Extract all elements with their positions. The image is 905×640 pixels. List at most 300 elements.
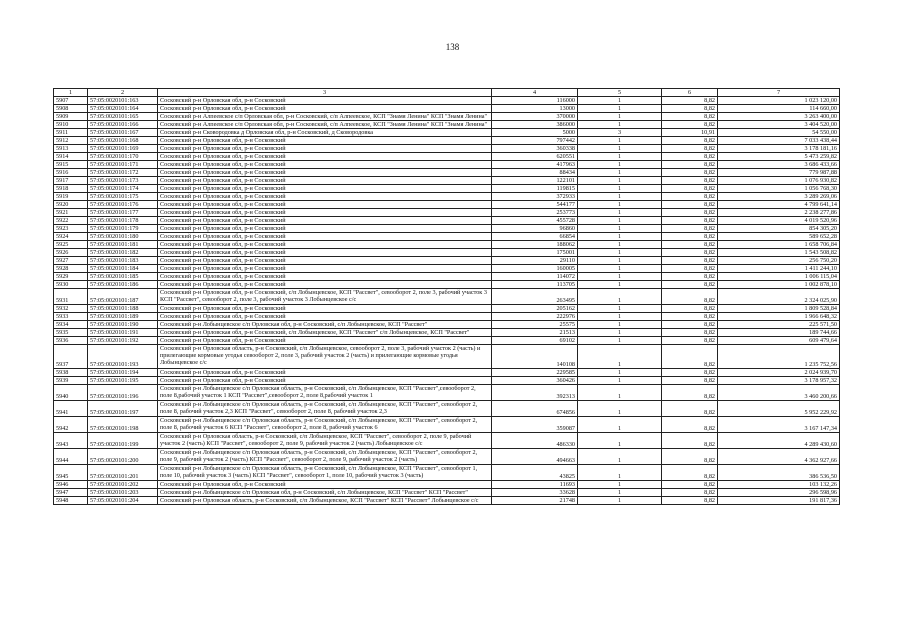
cadastral-number-cell: 57:05:0020101:169: [88, 145, 158, 153]
table-row: [54, 321, 840, 329]
area-cell: 11693: [492, 481, 578, 489]
value-cell: 225 571,50: [718, 321, 840, 329]
address-cell: Сосковский р-н Орловская обл, р-н Сосковский: [158, 257, 492, 265]
address-cell: Сосковский р-н Алпеевское с/п Орловская обл, р-н Сосковский, с/п Алпеевское, КСП "Знамя Ленина" КСП "Знамя Ленина": [158, 113, 492, 121]
value-cell: 1 006 115,04: [718, 273, 840, 281]
area-cell: 620551: [492, 153, 578, 161]
cadastral-number-cell: 57:05:0020101:202: [88, 481, 158, 489]
category-cell: 1: [578, 153, 662, 161]
area-cell: 229585: [492, 369, 578, 377]
area-cell: 674856: [492, 401, 578, 417]
area-cell: 69102: [492, 337, 578, 345]
rate-cell: 8,82: [662, 489, 718, 497]
rate-cell: 8,82: [662, 257, 718, 265]
cadastral-number-cell: 57:05:0020101:163: [88, 97, 158, 105]
table-row: [54, 329, 840, 337]
address-cell: Сосковский р-н Орловская область, р-н Сосковский, с/п Лобынцевское, КСП "Рассвет", севооборот 2, поле 9, рабочий участок 2 (часть) КСП "Рассвет", севооборот 2, поле 9, рабочий участок 2 (часть) Лобынцевское с/с: [158, 433, 492, 449]
cadastral-number-cell: 57:05:0020101:190: [88, 321, 158, 329]
row-number-cell: 5914: [54, 153, 88, 161]
value-cell: 2 024 939,70: [718, 369, 840, 377]
address-cell: Сосковский р-н Алпеевское с/п Орловская обл, р-н Сосковский, с/п Алпеевское, КСП "Знамя Ленина" КСП "Знамя Ленина": [158, 121, 492, 129]
cadastral-number-cell: 57:05:0020101:192: [88, 337, 158, 345]
rate-cell: 8,82: [662, 169, 718, 177]
row-number-cell: 5921: [54, 209, 88, 217]
category-cell: 1: [578, 233, 662, 241]
address-cell: Сосковский р-н Лобынцевское с/п Орловская область, р-н Сосковский, с/п Лобынцевское, КСП "Рассвет", севооборот 1, поле 10, рабочий участок 3 (часть) КСП "Рассвет", севооборот 1, поле 10, рабочий участок 3 (часть): [158, 465, 492, 481]
category-cell: 1: [578, 273, 662, 281]
table-row: [54, 225, 840, 233]
address-cell: Сосковский р-н Орловская обл, р-н Сосковский: [158, 201, 492, 209]
address-cell: Сосковский р-н Орловская обл, р-н Сосковский, с/п Лобынцевское, КСП "Рассвет", севооборот 2, поле 3, рабочий участок 3 КСП "Рассвет", севооборот 2, поле 3, рабочий участок 3 Лобынцевское с/с: [158, 289, 492, 305]
value-cell: 256 750,20: [718, 257, 840, 265]
row-number-cell: 5938: [54, 369, 88, 377]
category-cell: 1: [578, 185, 662, 193]
value-cell: 3 404 520,00: [718, 121, 840, 129]
area-cell: 392313: [492, 385, 578, 401]
category-cell: 3: [578, 129, 662, 137]
address-cell: Сосковский р-н Орловская обл, р-н Сосковский: [158, 337, 492, 345]
row-number-cell: 5935: [54, 329, 88, 337]
rate-cell: 8,82: [662, 433, 718, 449]
rate-cell: 8,82: [662, 241, 718, 249]
value-cell: 1 543 508,82: [718, 249, 840, 257]
rate-cell: 8,82: [662, 377, 718, 385]
row-number-cell: 5931: [54, 289, 88, 305]
category-cell: 1: [578, 209, 662, 217]
table-row: [54, 209, 840, 217]
area-cell: 360338: [492, 145, 578, 153]
address-cell: Сосковский р-н Орловская обл, р-н Сосковский: [158, 217, 492, 225]
column-header: 3: [158, 89, 492, 97]
address-cell: Сосковский р-н Орловская обл, р-н Сосковский, с/п Лобынцевское, КСП "Рассвет" с/п Лобынцевское, КСП "Рассвет": [158, 329, 492, 337]
area-cell: 205162: [492, 305, 578, 313]
address-cell: Сосковский р-н Орловская обл, р-н Сосковский: [158, 105, 492, 113]
table-row: [54, 129, 840, 137]
rate-cell: 8,82: [662, 153, 718, 161]
area-cell: 122101: [492, 177, 578, 185]
row-number-cell: 5943: [54, 433, 88, 449]
category-cell: 1: [578, 385, 662, 401]
category-cell: 1: [578, 217, 662, 225]
rate-cell: 8,82: [662, 369, 718, 377]
area-cell: 253773: [492, 209, 578, 217]
value-cell: 1 411 244,10: [718, 265, 840, 273]
address-cell: Сосковский р-н Лобынцевское с/п Орловская область, р-н Сосковский, с/п Лобынцевское, КСП "Рассвет", севооборот 2, поле 8, рабочий участок 2,3 КСП "Рассвет", севооборот 2, поле 8, рабочий участок 2,3: [158, 401, 492, 417]
area-cell: 370000: [492, 113, 578, 121]
rate-cell: 8,82: [662, 225, 718, 233]
row-number-cell: 5915: [54, 161, 88, 169]
area-cell: 160005: [492, 265, 578, 273]
area-cell: 188062: [492, 241, 578, 249]
address-cell: Сосковский р-н Орловская обл, р-н Сосковский: [158, 305, 492, 313]
value-cell: 589 652,28: [718, 233, 840, 241]
value-cell: 1 002 878,10: [718, 281, 840, 289]
value-cell: 103 132,26: [718, 481, 840, 489]
table-row: [54, 169, 840, 177]
table-header-row: [54, 89, 840, 97]
category-cell: 1: [578, 481, 662, 489]
value-cell: 4 289 430,60: [718, 433, 840, 449]
cadastral-number-cell: 57:05:0020101:182: [88, 249, 158, 257]
table-row: [54, 265, 840, 273]
table-row: [54, 105, 840, 113]
row-number-cell: 5922: [54, 217, 88, 225]
table-row: [54, 449, 840, 465]
cadastral-number-cell: 57:05:0020101:178: [88, 217, 158, 225]
rate-cell: 8,82: [662, 281, 718, 289]
table-row: [54, 137, 840, 145]
rate-cell: 8,82: [662, 321, 718, 329]
value-cell: 296 598,96: [718, 489, 840, 497]
category-cell: 1: [578, 241, 662, 249]
table-row: [54, 249, 840, 257]
value-cell: 854 305,20: [718, 225, 840, 233]
rate-cell: 8,82: [662, 249, 718, 257]
table-row: [54, 481, 840, 489]
table-row: [54, 201, 840, 209]
table-row: [54, 465, 840, 481]
cadastral-number-cell: 57:05:0020101:201: [88, 465, 158, 481]
table-row: [54, 489, 840, 497]
row-number-cell: 5923: [54, 225, 88, 233]
area-cell: 455728: [492, 217, 578, 225]
address-cell: Сосковский р-н Орловская обл, р-н Сосковский: [158, 145, 492, 153]
value-cell: 1 235 752,56: [718, 345, 840, 369]
area-cell: 544177: [492, 201, 578, 209]
address-cell: Сосковский р-н Орловская область, р-н Сосковский, с/п Лобынцевское, севооборот 2, поле 3, рабочий участок 2 (часть) и прилегающие кормовые угодья севооборот 2, поле 3, рабочий участок 2 (часть) и прилегающие кормовые угодья Лобынцевское с/с: [158, 345, 492, 369]
column-header: 5: [578, 89, 662, 97]
area-cell: 5000: [492, 129, 578, 137]
area-cell: 116000: [492, 97, 578, 105]
address-cell: Сосковский р-н Лобынцевское с/п Орловская обл, р-н Сосковский, с/п Лобынцевское, КСП "Рассвет": [158, 321, 492, 329]
row-number-cell: 5932: [54, 305, 88, 313]
cadastral-number-cell: 57:05:0020101:173: [88, 177, 158, 185]
row-number-cell: 5934: [54, 321, 88, 329]
column-header: 4: [492, 89, 578, 97]
rate-cell: 8,82: [662, 145, 718, 153]
cadastral-number-cell: 57:05:0020101:193: [88, 345, 158, 369]
cadastral-number-cell: 57:05:0020101:174: [88, 185, 158, 193]
table-row: [54, 289, 840, 305]
row-number-cell: 5925: [54, 241, 88, 249]
row-number-cell: 5945: [54, 465, 88, 481]
row-number-cell: 5927: [54, 257, 88, 265]
area-cell: 21748: [492, 497, 578, 505]
address-cell: Сосковский р-н Лобынцевское с/п Орловская область, р-н Сосковский, с/п Лобынцевское, КСП "Рассвет",севооборот 2, поле 8,рабочий участок 1 КСП "Рассвет",севооборот 2, поле 8,рабочий участок 1: [158, 385, 492, 401]
row-number-cell: 5926: [54, 249, 88, 257]
area-cell: 360426: [492, 377, 578, 385]
row-number-cell: 5911: [54, 129, 88, 137]
value-cell: 1 809 528,84: [718, 305, 840, 313]
rate-cell: 8,82: [662, 209, 718, 217]
address-cell: Сосковский р-н Орловская область, р-н Сосковский, с/п Лобынцевское, КСП "Рассвет" КСП "Рассвет" Лобынцевское с/с: [158, 497, 492, 505]
cadastral-number-cell: 57:05:0020101:185: [88, 273, 158, 281]
value-cell: 5 473 259,82: [718, 153, 840, 161]
address-cell: Сосковский р-н Орловская обл, р-н Сосковский: [158, 481, 492, 489]
row-number-cell: 5918: [54, 185, 88, 193]
row-number-cell: 5916: [54, 169, 88, 177]
area-cell: 96860: [492, 225, 578, 233]
category-cell: 1: [578, 193, 662, 201]
category-cell: 1: [578, 433, 662, 449]
rate-cell: 8,82: [662, 105, 718, 113]
row-number-cell: 5936: [54, 337, 88, 345]
rate-cell: 8,82: [662, 217, 718, 225]
cadastral-number-cell: 57:05:0020101:200: [88, 449, 158, 465]
address-cell: Сосковский р-н Орловская обл, р-н Сосковский: [158, 369, 492, 377]
rate-cell: 8,82: [662, 273, 718, 281]
address-cell: Сосковский р-н Орловская обл, р-н Сосковский: [158, 193, 492, 201]
address-cell: Сосковский р-н Орловская обл, р-н Сосковский: [158, 161, 492, 169]
rate-cell: 8,82: [662, 401, 718, 417]
address-cell: Сосковский р-н Орловская обл, р-н Сосковский: [158, 377, 492, 385]
table-row: [54, 345, 840, 369]
area-cell: 386000: [492, 121, 578, 129]
rate-cell: 8,82: [662, 265, 718, 273]
address-cell: Сосковский р-н Орловская обл, р-н Сосковский: [158, 249, 492, 257]
category-cell: 1: [578, 417, 662, 433]
rate-cell: 8,82: [662, 497, 718, 505]
rate-cell: 8,82: [662, 305, 718, 313]
rate-cell: 8,82: [662, 121, 718, 129]
value-cell: 3 289 269,06: [718, 193, 840, 201]
category-cell: 1: [578, 177, 662, 185]
address-cell: Сосковский р-н Орловская обл, р-н Сосковский: [158, 185, 492, 193]
value-cell: 779 987,88: [718, 169, 840, 177]
value-cell: 191 817,36: [718, 497, 840, 505]
row-number-cell: 5937: [54, 345, 88, 369]
row-number-cell: 5920: [54, 201, 88, 209]
category-cell: 1: [578, 225, 662, 233]
value-cell: 3 178 181,16: [718, 145, 840, 153]
area-cell: 140108: [492, 345, 578, 369]
area-cell: 114072: [492, 273, 578, 281]
rate-cell: 8,82: [662, 161, 718, 169]
cadastral-number-cell: 57:05:0020101:177: [88, 209, 158, 217]
row-number-cell: 5930: [54, 281, 88, 289]
column-header: 7: [718, 89, 840, 97]
table-row: [54, 241, 840, 249]
address-cell: Сосковский р-н Орловская обл, р-н Сосковский: [158, 137, 492, 145]
column-header: 2: [88, 89, 158, 97]
category-cell: 1: [578, 137, 662, 145]
area-cell: 372933: [492, 193, 578, 201]
area-cell: 119815: [492, 185, 578, 193]
table-row: [54, 385, 840, 401]
cadastral-number-cell: 57:05:0020101:164: [88, 105, 158, 113]
category-cell: 1: [578, 489, 662, 497]
area-cell: 113705: [492, 281, 578, 289]
category-cell: 1: [578, 265, 662, 273]
value-cell: 114 660,00: [718, 105, 840, 113]
value-cell: 1 023 120,00: [718, 97, 840, 105]
category-cell: 1: [578, 281, 662, 289]
table-row: [54, 153, 840, 161]
cadastral-number-cell: 57:05:0020101:197: [88, 401, 158, 417]
table-row: [54, 121, 840, 129]
table-row: [54, 177, 840, 185]
table-row: [54, 161, 840, 169]
category-cell: 1: [578, 249, 662, 257]
address-cell: Сосковский р-н Орловская обл, р-н Сосковский: [158, 281, 492, 289]
category-cell: 1: [578, 145, 662, 153]
area-cell: 66854: [492, 233, 578, 241]
value-cell: 1 076 930,82: [718, 177, 840, 185]
category-cell: 1: [578, 369, 662, 377]
category-cell: 1: [578, 329, 662, 337]
address-cell: Сосковский р-н Сковородовка д Орловская обл, р-н Сосковский, д Сковородовка: [158, 129, 492, 137]
value-cell: 386 536,50: [718, 465, 840, 481]
value-cell: 7 033 438,44: [718, 137, 840, 145]
area-cell: 494663: [492, 449, 578, 465]
address-cell: Сосковский р-н Лобынцевское с/п Орловская область, р-н Сосковский, с/п Лобынцевское, КСП "Рассвет", севооборот 2, поле 8, рабочий участок 6 КСП "Рассвет", севооборот 2, поле 8, рабочий участок 6: [158, 417, 492, 433]
area-cell: 797442: [492, 137, 578, 145]
cadastral-number-cell: 57:05:0020101:179: [88, 225, 158, 233]
table-row: [54, 313, 840, 321]
table-row: [54, 337, 840, 345]
row-number-cell: 5908: [54, 105, 88, 113]
table-row: [54, 377, 840, 385]
cadastral-number-cell: 57:05:0020101:189: [88, 313, 158, 321]
row-number-cell: 5933: [54, 313, 88, 321]
value-cell: 189 744,66: [718, 329, 840, 337]
address-cell: Сосковский р-н Орловская обл, р-н Сосковский: [158, 153, 492, 161]
category-cell: 1: [578, 377, 662, 385]
table-row: [54, 417, 840, 433]
table-body: [54, 97, 840, 505]
value-cell: 3 178 957,32: [718, 377, 840, 385]
cadastral-number-cell: 57:05:0020101:183: [88, 257, 158, 265]
value-cell: 1 658 706,84: [718, 241, 840, 249]
row-number-cell: 5940: [54, 385, 88, 401]
rate-cell: 8,82: [662, 97, 718, 105]
value-cell: 54 550,00: [718, 129, 840, 137]
table-row: [54, 113, 840, 121]
value-cell: 3 263 400,00: [718, 113, 840, 121]
rate-cell: 8,82: [662, 185, 718, 193]
area-cell: 417963: [492, 161, 578, 169]
rate-cell: 8,82: [662, 193, 718, 201]
category-cell: 1: [578, 497, 662, 505]
row-number-cell: 5948: [54, 497, 88, 505]
cadastral-number-cell: 57:05:0020101:170: [88, 153, 158, 161]
value-cell: 5 952 229,92: [718, 401, 840, 417]
area-cell: 43825: [492, 465, 578, 481]
table-row: [54, 233, 840, 241]
category-cell: 1: [578, 449, 662, 465]
row-number-cell: 5924: [54, 233, 88, 241]
cadastral-number-cell: 57:05:0020101:204: [88, 497, 158, 505]
table-row: [54, 185, 840, 193]
category-cell: 1: [578, 337, 662, 345]
area-cell: 175001: [492, 249, 578, 257]
data-table: [53, 88, 840, 505]
table-row: [54, 433, 840, 449]
category-cell: 1: [578, 289, 662, 305]
cadastral-number-cell: 57:05:0020101:171: [88, 161, 158, 169]
table-row: [54, 369, 840, 377]
area-cell: 88434: [492, 169, 578, 177]
value-cell: 4 019 520,96: [718, 217, 840, 225]
cadastral-number-cell: 57:05:0020101:165: [88, 113, 158, 121]
table-row: [54, 97, 840, 105]
table-row: [54, 145, 840, 153]
cadastral-number-cell: 57:05:0020101:176: [88, 201, 158, 209]
rate-cell: 8,82: [662, 465, 718, 481]
table-row: [54, 281, 840, 289]
category-cell: 1: [578, 121, 662, 129]
row-number-cell: 5913: [54, 145, 88, 153]
table-row: [54, 305, 840, 313]
page-number: 138: [445, 42, 460, 52]
cadastral-number-cell: 57:05:0020101:175: [88, 193, 158, 201]
value-cell: 4 362 927,66: [718, 449, 840, 465]
table-row: [54, 401, 840, 417]
category-cell: 1: [578, 201, 662, 209]
category-cell: 1: [578, 345, 662, 369]
cadastral-number-cell: 57:05:0020101:180: [88, 233, 158, 241]
value-cell: 2 324 025,90: [718, 289, 840, 305]
area-cell: 13000: [492, 105, 578, 113]
area-cell: 222976: [492, 313, 578, 321]
address-cell: Сосковский р-н Орловская обл, р-н Сосковский: [158, 97, 492, 105]
value-cell: 1 966 648,32: [718, 313, 840, 321]
rate-cell: 8,82: [662, 481, 718, 489]
row-number-cell: 5917: [54, 177, 88, 185]
rate-cell: 8,82: [662, 113, 718, 121]
row-number-cell: 5942: [54, 417, 88, 433]
cadastral-number-cell: 57:05:0020101:194: [88, 369, 158, 377]
category-cell: 1: [578, 465, 662, 481]
row-number-cell: 5929: [54, 273, 88, 281]
cadastral-number-cell: 57:05:0020101:168: [88, 137, 158, 145]
address-cell: Сосковский р-н Орловская обл, р-н Сосковский: [158, 273, 492, 281]
table-row: [54, 273, 840, 281]
area-cell: 25575: [492, 321, 578, 329]
row-number-cell: 5912: [54, 137, 88, 145]
rate-cell: 8,82: [662, 137, 718, 145]
rate-cell: 8,82: [662, 201, 718, 209]
rate-cell: 8,82: [662, 337, 718, 345]
category-cell: 1: [578, 169, 662, 177]
column-header: 6: [662, 89, 718, 97]
value-cell: 4 799 641,14: [718, 201, 840, 209]
area-cell: 29110: [492, 257, 578, 265]
category-cell: 1: [578, 257, 662, 265]
rate-cell: 8,82: [662, 177, 718, 185]
table-row: [54, 193, 840, 201]
area-cell: 263495: [492, 289, 578, 305]
cadastral-number-cell: 57:05:0020101:198: [88, 417, 158, 433]
category-cell: 1: [578, 313, 662, 321]
row-number-cell: 5907: [54, 97, 88, 105]
address-cell: Сосковский р-н Орловская обл, р-н Сосковский: [158, 177, 492, 185]
rate-cell: 8,82: [662, 417, 718, 433]
address-cell: Сосковский р-н Орловская обл, р-н Сосковский: [158, 169, 492, 177]
address-cell: Сосковский р-н Орловская обл, р-н Сосковский: [158, 265, 492, 273]
column-header: 1: [54, 89, 88, 97]
rate-cell: 8,82: [662, 233, 718, 241]
category-cell: 1: [578, 97, 662, 105]
cadastral-number-cell: 57:05:0020101:166: [88, 121, 158, 129]
category-cell: 1: [578, 401, 662, 417]
category-cell: 1: [578, 161, 662, 169]
category-cell: 1: [578, 105, 662, 113]
rate-cell: 8,82: [662, 345, 718, 369]
value-cell: 2 238 277,86: [718, 209, 840, 217]
rate-cell: 8,82: [662, 313, 718, 321]
area-cell: 21513: [492, 329, 578, 337]
